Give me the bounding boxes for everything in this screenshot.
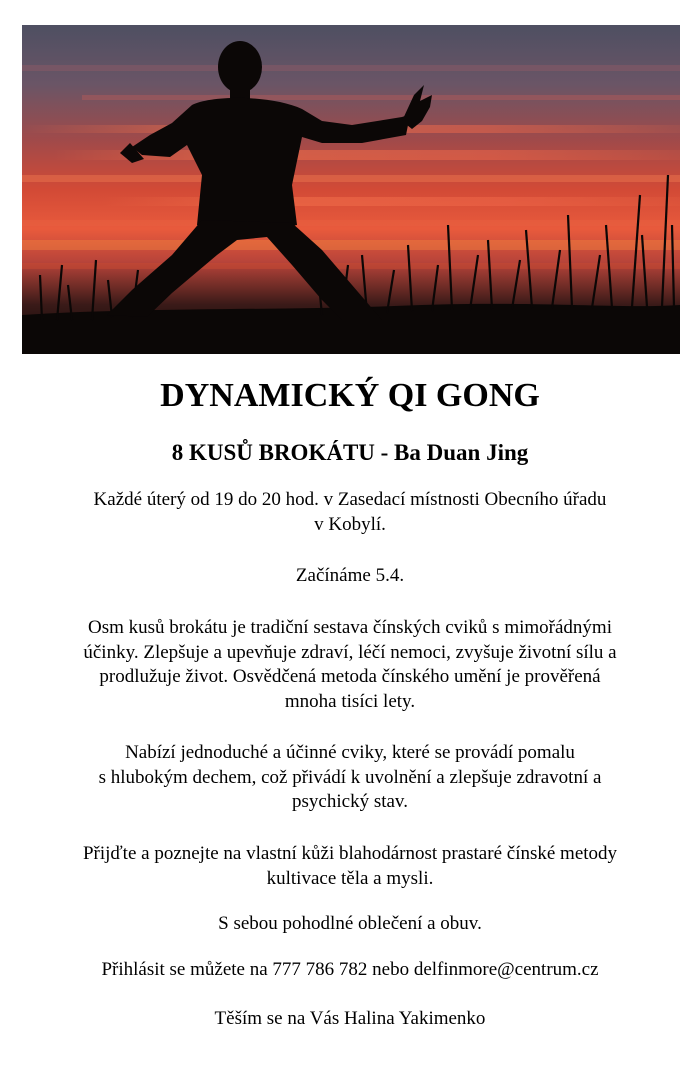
about-line: účinky. Zlepšuje a upevňuje zdraví, léčí nemoci, zvyšuje životní sílu a (83, 641, 617, 663)
page-title: DYNAMICKÝ QI GONG (160, 377, 540, 414)
offer-line: s hlubokým dechem, což přivádí k uvolnění a zlepšuje zdravotní a (98, 766, 602, 788)
invite-paragraph (14, 842, 686, 891)
clothing-paragraph: S sebou pohodlné oblečení a obuv. (218, 913, 482, 934)
offer-line: psychický stav. (292, 791, 408, 812)
start-date-paragraph: Začínáme 5.4. (295, 565, 405, 586)
offer-paragraph (14, 741, 686, 815)
invite-line: Přijďte a poznejte na vlastní kůži blahodárnost prastaré čínské metody (82, 843, 618, 864)
closing-paragraph: Těším se na Vás Halina Yakimenko (214, 1008, 486, 1029)
about-paragraph (14, 616, 686, 714)
about-line: Osm kusů brokátu je tradiční sestava čínských cviků s mimořádnými (88, 617, 612, 638)
offer-line: Nabízí jednoduché a účinné cviky, které se provádí pomalu (125, 742, 575, 763)
signup-paragraph: Přihlásit se můžete na 777 786 782 nebo delfinmore@centrum.cz (101, 959, 599, 980)
hero-image (22, 25, 680, 354)
subtitle: 8 KUSŮ BROKÁTU - Ba Duan Jing (171, 440, 529, 465)
invite-line: kultivace těla a mysli. (266, 867, 434, 889)
tai-chi-silhouette-sunset-image (22, 25, 680, 354)
schedule-paragraph (14, 488, 686, 537)
schedule-line: v Kobylí. (314, 513, 386, 535)
schedule-line: Každé úterý od 19 do 20 hod. v Zasedací místnosti Obecního úřadu (93, 489, 607, 510)
about-line: prodlužuje život. Osvědčená metoda čínského umění je prověřená (99, 666, 601, 687)
about-line: mnoha tisíci lety. (284, 690, 416, 712)
